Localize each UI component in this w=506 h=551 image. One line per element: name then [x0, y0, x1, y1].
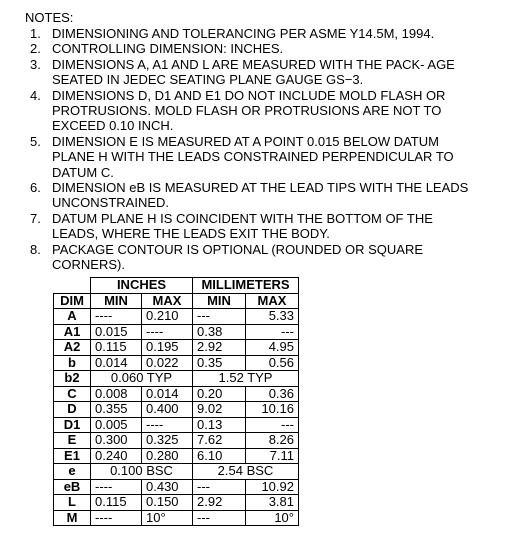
mm-max-cell: 10.16 — [246, 402, 299, 418]
mm-min-cell: 2.92 — [193, 340, 246, 356]
inches-span-cell: 0.060 TYP — [91, 371, 193, 387]
mm-max-cell: 0.56 — [246, 355, 299, 371]
table-group-header-row — [54, 278, 299, 294]
notes-title: NOTES: — [25, 10, 74, 25]
table-row — [54, 355, 299, 371]
mm-min-cell: 0.13 — [193, 417, 246, 433]
header-inches-max: MAX — [142, 293, 193, 309]
table-row — [54, 448, 299, 464]
inches-min-cell: 0.008 — [91, 386, 142, 402]
table-row — [54, 371, 299, 387]
inches-max-cell: 0.325 — [142, 433, 193, 449]
dim-cell: E — [54, 433, 91, 449]
table-row — [54, 464, 299, 480]
note-text: DIMENSION eB IS MEASURED AT THE LEAD TIPS WITH THE LEADS UNCONSTRAINED. — [52, 180, 469, 211]
mm-min-cell: 2.92 — [193, 495, 246, 511]
note-item — [30, 211, 470, 242]
note-text: PACKAGE CONTOUR IS OPTIONAL (ROUNDED OR SQUARE CORNERS). — [52, 241, 424, 273]
note-item — [30, 134, 470, 180]
table-row — [54, 402, 299, 418]
note-item — [30, 88, 470, 134]
inches-min-cell: 0.005 — [91, 417, 142, 433]
note-item — [30, 26, 470, 41]
dim-cell: A2 — [54, 340, 91, 356]
note-number: 4. — [30, 87, 41, 103]
inches-max-cell: 0.195 — [142, 340, 193, 356]
inches-min-cell: 0.115 — [91, 340, 142, 356]
dim-cell: L — [54, 495, 91, 511]
note-text: DIMENSION E IS MEASURED AT A POINT 0.015 BELOW DATUM PLANE H WITH THE LEADS CONSTRAINED PERPENDICULAR TO DATUM C. — [52, 133, 454, 180]
inches-max-cell: 0.022 — [142, 355, 193, 371]
inches-max-cell: 0.280 — [142, 448, 193, 464]
mm-min-cell: 7.62 — [193, 433, 246, 449]
inches-min-cell: ---- — [91, 479, 142, 495]
note-text: DATUM PLANE H IS COINCIDENT WITH THE BOTTOM OF THE LEADS, WHERE THE LEADS EXIT THE BODY. — [52, 210, 433, 242]
table-header-row — [54, 293, 299, 309]
table-corner-cell — [54, 278, 91, 294]
mm-max-cell: 10° — [246, 510, 299, 526]
inches-min-cell: 0.300 — [91, 433, 142, 449]
table-row — [54, 386, 299, 402]
table-row — [54, 417, 299, 433]
inches-max-cell: ---- — [142, 417, 193, 433]
group-header-millimeters: MILLIMETERS — [193, 278, 299, 294]
inches-min-cell: 0.015 — [91, 324, 142, 340]
dim-cell: eB — [54, 479, 91, 495]
header-mm-min: MIN — [193, 293, 246, 309]
notes-list — [30, 26, 470, 273]
dim-cell: e — [54, 464, 91, 480]
table-row — [54, 433, 299, 449]
mm-max-cell: --- — [246, 324, 299, 340]
inches-span-cell: 0.100 BSC — [91, 464, 193, 480]
dim-cell: A — [54, 309, 91, 325]
inches-max-cell: 0.014 — [142, 386, 193, 402]
inches-max-cell: 0.210 — [142, 309, 193, 325]
mm-min-cell: 0.38 — [193, 324, 246, 340]
table-row — [54, 510, 299, 526]
dim-cell: D1 — [54, 417, 91, 433]
dim-cell: E1 — [54, 448, 91, 464]
mm-max-cell: 3.81 — [246, 495, 299, 511]
table-row — [54, 495, 299, 511]
inches-max-cell: 0.150 — [142, 495, 193, 511]
inches-min-cell: 0.115 — [91, 495, 142, 511]
dim-cell: M — [54, 510, 91, 526]
note-text: DIMENSIONING AND TOLERANCING PER ASME Y14.5M, 1994. — [52, 26, 435, 41]
table-row — [54, 340, 299, 356]
note-number: 6. — [30, 180, 41, 196]
inches-max-cell: 0.400 — [142, 402, 193, 418]
note-text: DIMENSIONS A, A1 AND L ARE MEASURED WITH THE PACK- AGE SEATED IN JEDEC SEATING PLANE GAUGE GS−3. — [52, 56, 455, 88]
note-number: 8. — [30, 241, 41, 257]
inches-min-cell: ---- — [91, 510, 142, 526]
note-number: 2. — [30, 41, 41, 57]
note-number: 7. — [30, 210, 41, 226]
mm-max-cell: --- — [246, 417, 299, 433]
inches-max-cell: 0.430 — [142, 479, 193, 495]
mm-span-cell: 2.54 BSC — [193, 464, 299, 480]
mm-min-cell: --- — [193, 309, 246, 325]
header-dim: DIM — [54, 293, 91, 309]
mm-max-cell: 4.95 — [246, 340, 299, 356]
note-item — [30, 242, 470, 273]
table-body — [54, 309, 299, 526]
dim-cell: b — [54, 355, 91, 371]
note-number: 1. — [30, 26, 41, 41]
mm-min-cell: 0.20 — [193, 386, 246, 402]
dim-cell: D — [54, 402, 91, 418]
mm-min-cell: --- — [193, 510, 246, 526]
inches-max-cell: 10° — [142, 510, 193, 526]
inches-min-cell: 0.240 — [91, 448, 142, 464]
mm-min-cell: 6.10 — [193, 448, 246, 464]
header-inches-min: MIN — [91, 293, 142, 309]
inches-max-cell: ---- — [142, 324, 193, 340]
note-number: 5. — [30, 133, 41, 149]
dimension-table — [53, 277, 299, 526]
dim-cell: A1 — [54, 324, 91, 340]
note-item — [30, 41, 470, 56]
dim-cell: C — [54, 386, 91, 402]
mm-max-cell: 5.33 — [246, 309, 299, 325]
mm-max-cell: 0.36 — [246, 386, 299, 402]
mm-max-cell: 7.11 — [246, 448, 299, 464]
mm-min-cell: 9.02 — [193, 402, 246, 418]
group-header-inches: INCHES — [91, 278, 193, 294]
table-row — [54, 479, 299, 495]
inches-min-cell: 0.014 — [91, 355, 142, 371]
mm-max-cell: 8.26 — [246, 433, 299, 449]
note-item — [30, 180, 470, 211]
mm-max-cell: 10.92 — [246, 479, 299, 495]
mm-span-cell: 1.52 TYP — [193, 371, 299, 387]
note-item — [30, 57, 470, 88]
inches-min-cell: 0.355 — [91, 402, 142, 418]
note-text: DIMENSIONS D, D1 AND E1 DO NOT INCLUDE MOLD FLASH OR PROTRUSIONS. MOLD FLASH OR PROTRUSIONS ARE NOT TO EXCEED 0.10 INCH. — [52, 87, 446, 134]
table-row — [54, 309, 299, 325]
mm-min-cell: 0.35 — [193, 355, 246, 371]
mm-min-cell: --- — [193, 479, 246, 495]
note-text: CONTROLLING DIMENSION: INCHES. — [52, 41, 284, 57]
note-number: 3. — [30, 56, 41, 72]
header-mm-max: MAX — [246, 293, 299, 309]
table-row — [54, 324, 299, 340]
inches-min-cell: ---- — [91, 309, 142, 325]
dim-cell: b2 — [54, 371, 91, 387]
